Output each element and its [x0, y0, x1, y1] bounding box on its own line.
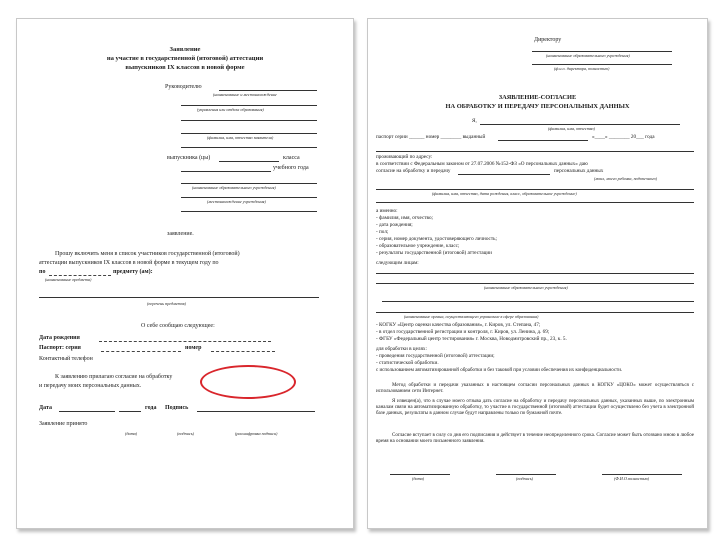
scope-line: (фамилия, имя, отчество, дата рождения, класс, образовательное учреждение) [432, 191, 577, 196]
year-suffix: года [145, 405, 157, 411]
my-data: персональных данных [554, 168, 604, 174]
item-4: - серия, номер документа, удостоверяющего личность; [376, 236, 497, 242]
signature-label: Подпись [165, 405, 189, 411]
consent-heading-1: ЗАЯВЛЕНИЕ-СОГЛАСИЕ [498, 94, 577, 101]
caption-institution-2: (наименование образовательного учреждения) [484, 285, 568, 290]
ya-label: Я, [472, 118, 477, 124]
paragraph-4: Согласие вступает в силу со дня его подписания и действует в течение неопределенного срока. Согласие может быть отозвано мною в любое время на основании моего письменного заявления. [376, 433, 694, 445]
caption-fio: (фамилия, имя, отчество заявителя) [207, 135, 274, 140]
caption-consent-fio: (фамилия, имя, отчество) [548, 126, 596, 131]
caption-date: (дата) [125, 431, 138, 436]
paragraph-3: Я извещен(а), что в случае моего отзыва дать согласие на обработку и передачу персональных данных, указанных выше, по электронным каналам связи на автоматизированную обработку, то участие в государственной (итоговой) аттестации будет осуществлено без учета в электронной базе данных, результаты в данном случае будут направлены только по бумажной почте. [376, 399, 694, 417]
caption-name: (наименование и местонахождение [213, 92, 277, 97]
caption-subjects: (перечень предметов) [147, 301, 186, 306]
caption-institution: (наименование образовательного учреждения) [546, 53, 630, 58]
consent-to: согласие на обработку и передачу [376, 168, 451, 174]
caption-sign: (подпись) [177, 431, 194, 436]
student-label: выпускника (цы) [167, 155, 211, 161]
passport-line: паспорт серии ______ номер ________ выданный [376, 134, 486, 140]
year-label: учебного года [273, 165, 309, 171]
caption-consent-sign: (подпись) [516, 476, 533, 481]
includes-label: а именно: [376, 208, 398, 214]
purpose-item-2: - статистической обработки. [376, 360, 439, 366]
lives-at: проживающий по адресу: [376, 154, 433, 160]
caption-agency: (наименование органа, осуществляющего управление в сфере образования) [404, 314, 539, 319]
caption-decode: (расшифровка подписи) [235, 431, 278, 436]
class-label: класса [283, 155, 300, 161]
date-label: Дата [39, 405, 52, 411]
center-line-2: - в отдел государственной регистрации и контроля, г. Киров, ул. Ленина, д. 69; [376, 329, 550, 335]
passport-label: Паспорт: серия [39, 345, 81, 351]
caption-consent-date: (дата) [412, 476, 425, 481]
consent-heading-2: НА ОБРАБОТКУ И ПЕРЕДАЧУ ПЕРСОНАЛЬНЫХ ДАННЫХ [445, 103, 630, 110]
to-head-label: Руководителю [165, 84, 202, 90]
form-title-line-2: на участие в государственной (итоговой) аттестации [106, 55, 264, 62]
info-title: О себе сообщаю следующее: [141, 323, 215, 329]
caption-whose: (моих, моего ребенка, подопечного) [594, 176, 658, 181]
note-label: Заявление принято [39, 421, 88, 427]
center-line-3: - ФГБУ «Федеральный центр тестирования» г. Москва, Новодмитровский пр., 23, к. 5. [376, 336, 567, 342]
statement-word: заявление. [167, 231, 194, 237]
purpose-item-1: - проведения государственной (итоговой) аттестации; [376, 353, 495, 359]
caption-consent-decode: (Ф.И.О.полностью) [614, 476, 650, 481]
application-form-page [16, 18, 354, 529]
form-title-line-3: выпускников IX классов в новой форме [125, 64, 245, 71]
to-director-label: Директору [534, 37, 562, 43]
consent-form-page [367, 18, 708, 529]
date-line: «____» ________ 20___ года [592, 134, 655, 140]
form-title-line-1: Заявление [169, 46, 201, 53]
law-line: в соответствии с Федеральным законом от 27.07.2006 №152-ФЗ «О персональных данных» даю [376, 161, 588, 167]
number-label: номер [185, 345, 202, 351]
item-2: - дата рождения; [376, 222, 413, 228]
body-line-3-subject: предмету (ам): [113, 269, 153, 275]
highlight-oval [200, 365, 296, 399]
caption-place: (местонахождение учреждения) [207, 199, 266, 204]
body-line-1: Прошу включить меня в список участников государственной (итоговой) [55, 251, 240, 257]
item-3: - пол; [376, 229, 389, 235]
consent-line-2: и передачу моих персональных данных. [39, 383, 142, 389]
dob-label: Дата рождения [39, 335, 80, 341]
item-1: - фамилия, имя, отчество; [376, 215, 433, 221]
body-line-2: аттестации выпускников IX классов в новой форме в текущем году по [39, 260, 219, 266]
item-5: - образовательное учреждение, класс; [376, 243, 460, 249]
paragraph-1: с использованием автоматизированной обработки и без таковой при условии обеспечения их конфиденциальности. [376, 368, 623, 373]
consent-line-1: К заявлению прилагаю согласие на обработку [55, 374, 173, 380]
center-line-1: - КОГКУ «Центр оценки качества образования», г. Киров, ул. Степана, 47; [376, 322, 541, 328]
caption-school: (наименование образовательного учреждения) [192, 185, 276, 190]
caption-subject: (наименование предмета) [45, 277, 92, 282]
purpose-label: для обработки в целях: [376, 346, 427, 352]
body-line-3: по [39, 269, 46, 275]
caption-org: (управления или отдела образования) [197, 107, 264, 112]
item-6: - результаты государственной (итоговой) аттестации [376, 250, 492, 256]
paragraph-2: Метод обработки и передачи указанных в настоящем согласии персональных данных в КОГКУ «ЦОКО» может осуществляться с использованием сети Интернет. [376, 383, 694, 395]
caption-director-fio: (ф.и.о. директора, полностью) [554, 66, 610, 71]
phone-label: Контактный телефон [39, 356, 93, 362]
to-persons: следующим лицам: [376, 260, 419, 266]
